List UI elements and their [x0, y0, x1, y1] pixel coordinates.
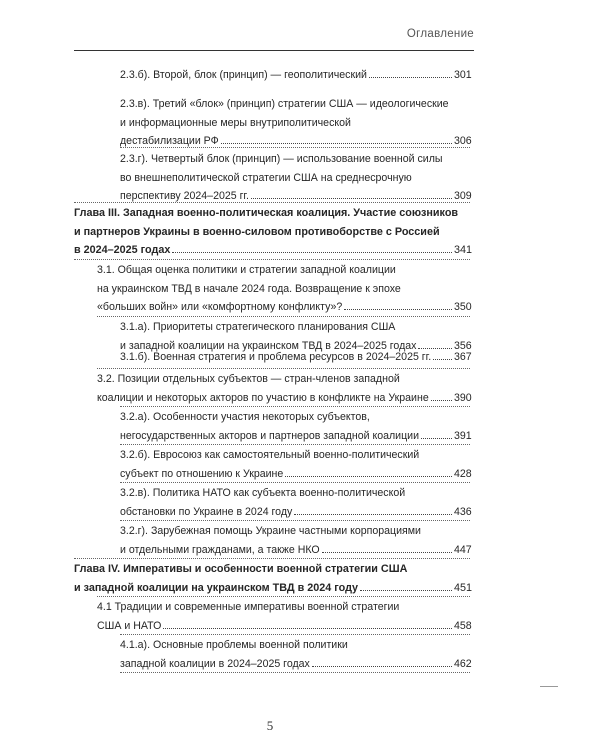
toc-entry-text: 3.1.б). Военная стратегия и проблема ресурсов в 2024–2025 гг.: [120, 351, 432, 363]
separator: [97, 316, 470, 317]
toc-page-number: 301: [454, 69, 472, 81]
toc-entry-text: субъект по отношению к Украине: [120, 467, 284, 480]
separator: [120, 147, 470, 148]
toc-entry-text: негосударственных акторов и партнеров западной коалиции: [120, 429, 419, 442]
running-header: Оглавление: [406, 28, 474, 40]
dot-leader: [360, 589, 452, 591]
toc-entry-text: 3.1.а). Приоритеты стратегического планирования США: [120, 321, 396, 333]
toc-entry-3-1[interactable]: [97, 261, 472, 317]
toc-entry-text: и западной коалиции на украинском ТВД в 2024–2025 годах: [120, 339, 417, 352]
toc-page-number: 367: [454, 351, 472, 363]
toc-page-number: 462: [454, 657, 472, 670]
chapter-title: Глава IV. Императивы и особенности военной стратегии США: [74, 563, 408, 575]
toc-entry-text: коалиции и некоторых акторов по участию в конфликте на Украине: [97, 391, 429, 404]
toc-entry-text: 3.2.г). Зарубежная помощь Украине частными корпорациями: [120, 525, 421, 537]
dot-leader: [285, 475, 452, 477]
dot-leader: [221, 142, 452, 144]
toc-entry-2-3-v[interactable]: [120, 95, 472, 151]
dot-leader: [172, 251, 452, 253]
dot-leader: [163, 627, 452, 629]
toc-page-number: 341: [454, 244, 473, 257]
dot-leader: [369, 76, 452, 78]
toc-entry-text: и информационные меры внутриполитической: [120, 116, 351, 129]
toc-entry-text: 2.3.г). Четвертый блок (принцип) — использование военной силы: [120, 153, 443, 165]
chapter-title: и западной коалиции на украинском ТВД в 2024 году: [74, 581, 359, 594]
toc-page-number: 458: [454, 619, 472, 632]
toc-page-number: 306: [454, 135, 472, 148]
toc-entry-text: 2.3.б). Второй, блок (принцип) — геополитический: [120, 69, 367, 81]
toc-entry-4-1[interactable]: [97, 598, 472, 635]
toc-entry-2-3-b[interactable]: [120, 66, 472, 85]
toc-page-number: 428: [454, 467, 472, 480]
toc-entry-text: 3.2.б). Евросоюз как самостоятельный военно-политический: [120, 449, 420, 461]
toc-entry-text: перспективу 2024–2025 гг.: [120, 190, 249, 203]
toc-entry-text: на украинском ТВД в начале 2024 года. Возвращение к эпохе: [97, 282, 401, 295]
separator: [120, 406, 470, 407]
toc-page-number: 350: [454, 301, 472, 314]
toc-page-number: 436: [454, 505, 472, 518]
toc-page-number: 390: [454, 391, 472, 404]
separator: [120, 634, 470, 635]
toc-entry-text: 3.1. Общая оценка политики и стратегии западной коалиции: [97, 264, 396, 276]
toc-entry-text: дестабилизации РФ: [120, 135, 219, 148]
toc-entry-2-3-g[interactable]: [120, 150, 472, 206]
separator: [74, 202, 470, 203]
dot-leader: [433, 358, 452, 360]
dot-leader: [421, 437, 452, 439]
toc-page-number: 447: [454, 543, 472, 556]
dot-leader: [251, 197, 452, 199]
toc-page-number: 451: [454, 581, 473, 594]
separator: [120, 520, 470, 521]
toc-page-number: 309: [454, 190, 472, 203]
toc-entry-4-1-a[interactable]: [120, 636, 472, 673]
separator: [120, 482, 470, 483]
dot-leader: [312, 665, 452, 667]
chapter-title: и партнеров Украины в военно-силовом противоборстве с Россией: [74, 225, 440, 238]
separator: [97, 596, 470, 597]
toc-entry-text: западной коалиции в 2024–2025 годах: [120, 657, 310, 670]
dot-leader: [344, 308, 452, 310]
toc-entry-3-2-v[interactable]: [120, 484, 472, 521]
toc-entry-text: «больших войн» или «комфортному конфликту»?: [97, 301, 343, 314]
toc-entry-text: и отдельными гражданами, а также НКО: [120, 543, 320, 556]
toc-entry-text: 3.2.а). Особенности участия некоторых субъектов,: [120, 411, 370, 423]
dot-leader: [294, 513, 452, 515]
page-number: 5: [266, 718, 274, 733]
scan-mark: [540, 686, 558, 687]
separator: [120, 444, 470, 445]
dot-leader: [322, 551, 452, 553]
toc-entry-text: обстановки по Украине в 2024 году: [120, 505, 293, 518]
dot-leader: [431, 399, 452, 401]
chapter-title: в 2024–2025 годах: [74, 244, 171, 257]
toc-entry-text: во внешнеполитической стратегии США на среднесрочную: [120, 171, 412, 184]
separator: [74, 558, 470, 559]
toc-entry-text: 4.1.а). Основные проблемы военной политики: [120, 639, 348, 651]
toc-entry-3-2-g[interactable]: [120, 522, 472, 559]
toc-entry-3-2[interactable]: [97, 370, 472, 407]
toc-chapter-3[interactable]: [74, 204, 473, 260]
toc-chapter-4[interactable]: [74, 560, 473, 597]
toc-entry-3-2-a[interactable]: [120, 408, 472, 445]
toc-page-number: 391: [454, 429, 472, 442]
toc-entry-text: 2.3.в). Третий «блок» (принцип) стратегии США — идеологические: [120, 98, 449, 110]
separator: [120, 672, 470, 673]
toc-entry-text: 4.1 Традиции и современные императивы военной стратегии: [97, 601, 400, 613]
separator: [74, 259, 470, 260]
header-rule: [74, 50, 474, 51]
chapter-title: Глава III. Западная военно-политическая коалиция. Участие союзников: [74, 207, 459, 219]
toc-entry-text: США и НАТО: [97, 619, 162, 632]
separator: [97, 368, 470, 369]
toc-entry-3-1-b[interactable]: [120, 348, 472, 367]
toc-entry-text: 3.2.в). Политика НАТО как субъекта военно-политической: [120, 487, 406, 499]
toc-entry-3-2-b[interactable]: [120, 446, 472, 483]
toc-page-number: 356: [454, 339, 472, 352]
toc-entry-text: 3.2. Позиции отдельных субъектов — стран-членов западной: [97, 373, 400, 385]
